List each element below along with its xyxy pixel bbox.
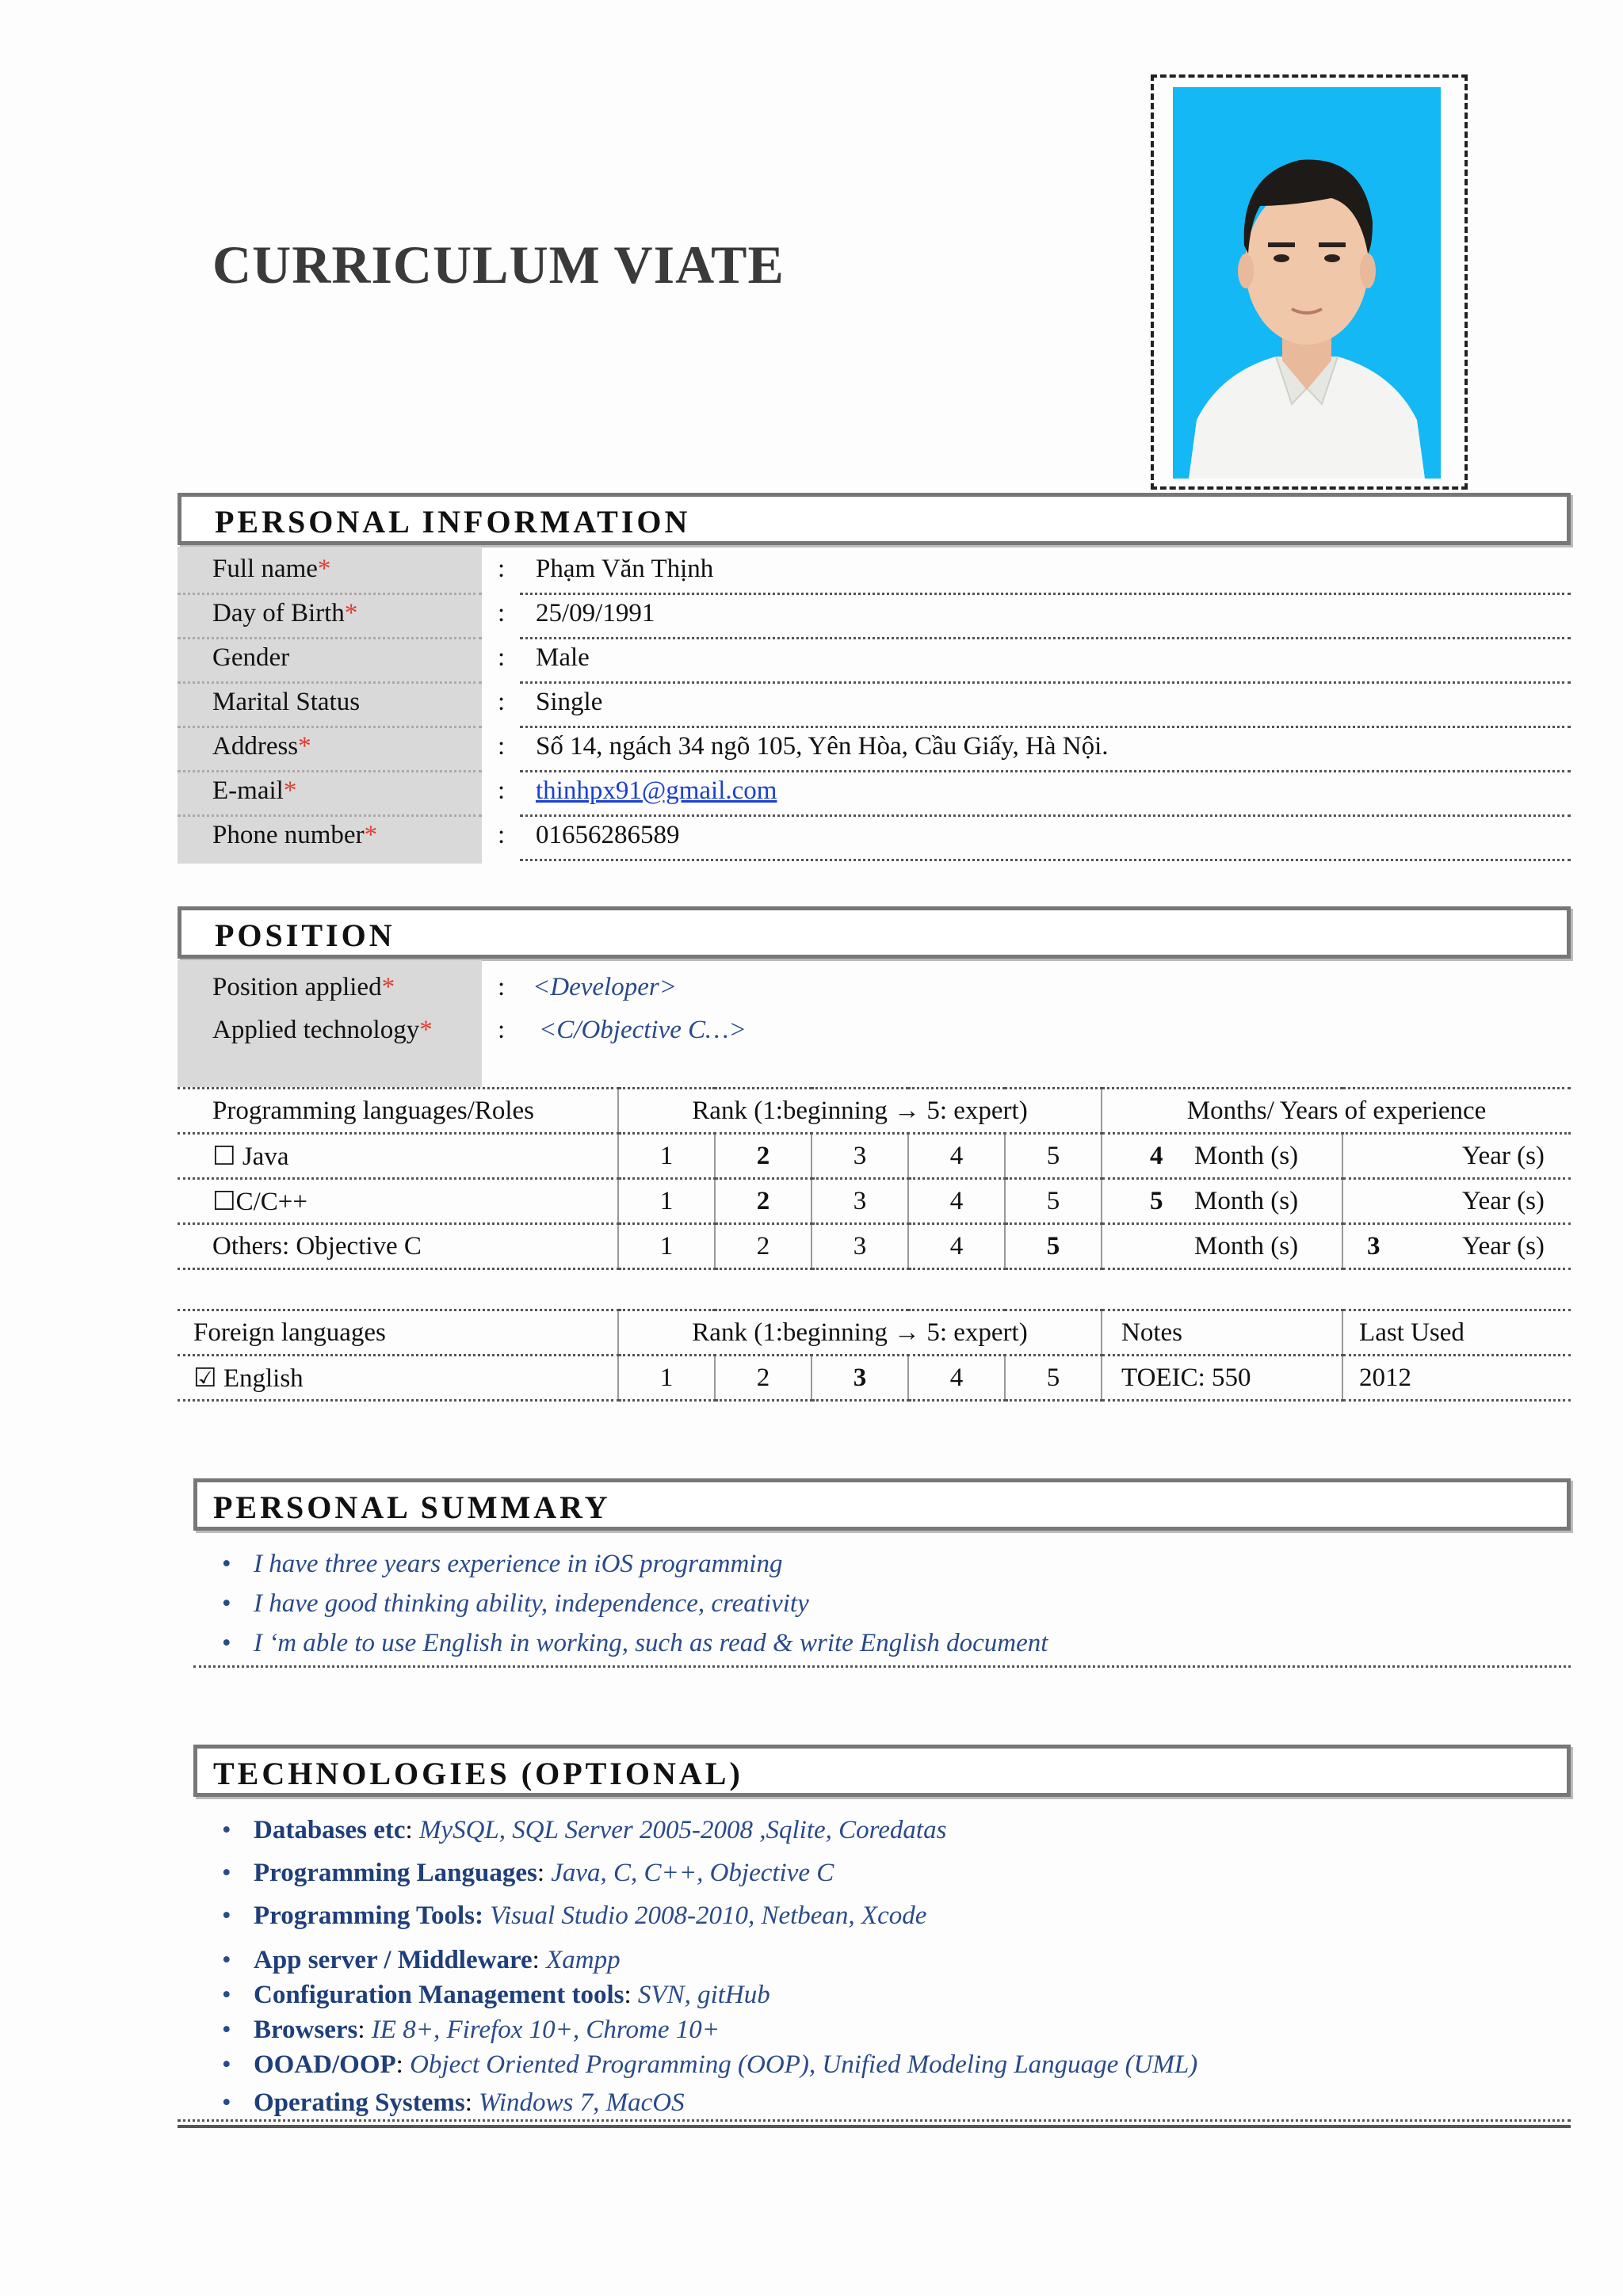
position-applied-colon: : — [498, 973, 506, 1001]
years-value: 3 — [1367, 1231, 1381, 1261]
row-divider — [520, 681, 1571, 684]
summary-item — [222, 1629, 1048, 1658]
personal-info-header — [178, 493, 1571, 545]
profile-photo — [1173, 87, 1441, 479]
technologies-heading: TECHNOLOGIES (OPTIONAL) — [213, 1756, 743, 1791]
bullet-icon: • — [222, 1901, 231, 1930]
months-cell — [1102, 1134, 1342, 1179]
personal-field-label: Gender — [212, 643, 290, 672]
years-cell — [1342, 1224, 1571, 1269]
programming-row — [178, 1134, 1571, 1179]
technology-separator: : — [532, 1946, 547, 1974]
personal-field-colon: : — [498, 776, 506, 805]
technologies-header — [193, 1745, 1571, 1797]
programming-role-name: Others: Objective C — [178, 1224, 618, 1269]
personal-field-colon: : — [498, 688, 506, 716]
label-divider — [178, 726, 482, 728]
bullet-icon: • — [222, 1589, 231, 1618]
bullet-icon: • — [222, 2016, 231, 2044]
language-header-notes: Notes — [1102, 1310, 1342, 1356]
rank-cell[interactable]: 1 — [618, 1224, 715, 1269]
technology-item — [222, 1946, 621, 1975]
technology-item — [222, 2088, 685, 2118]
technology-separator: : — [537, 1859, 552, 1887]
programming-role-name: ☐C/C++ — [178, 1179, 618, 1224]
years-cell — [1342, 1179, 1571, 1224]
technology-key: Configuration Management tools — [254, 1981, 624, 2009]
technology-separator: : — [395, 2050, 411, 2079]
bullet-icon: • — [222, 2050, 231, 2079]
label-divider — [178, 681, 482, 684]
row-divider — [520, 593, 1571, 595]
technology-key: Programming Tools: — [254, 1901, 483, 1930]
technology-item — [222, 1816, 947, 1845]
row-divider — [520, 859, 1571, 861]
year-unit-label: Year (s) — [1462, 1141, 1545, 1170]
rank-cell[interactable]: 4 — [908, 1356, 1005, 1401]
row-divider — [520, 770, 1571, 772]
rank-cell[interactable]: 3 — [812, 1356, 908, 1401]
language-header-rank: Rank (1:beginning → 5: expert) — [618, 1310, 1102, 1356]
personal-field-colon: : — [498, 732, 506, 761]
personal-field-value: 01656286589 — [536, 821, 680, 849]
position-header — [178, 906, 1571, 959]
personal-field-colon: : — [498, 599, 506, 627]
rank-cell[interactable]: 3 — [812, 1134, 908, 1179]
personal-field-label: E-mail* — [212, 776, 297, 805]
label-divider — [178, 593, 482, 595]
technology-value: Visual Studio 2008-2010, Netbean, Xcode — [490, 1901, 927, 1930]
personal-field-label: Full name* — [212, 555, 331, 583]
personal-field-label: Day of Birth* — [212, 599, 358, 627]
rank-cell[interactable]: 2 — [715, 1224, 812, 1269]
months-value: 4 — [1150, 1141, 1163, 1170]
bullet-icon: • — [222, 1629, 231, 1657]
language-header-last-used: Last Used — [1342, 1310, 1571, 1356]
summary-item-text: I have good thinking ability, independence, creativity — [254, 1589, 809, 1618]
summary-divider — [193, 1665, 1571, 1668]
technology-value: MySQL, SQL Server 2005-2008 ,Sqlite, Coredatas — [418, 1816, 947, 1844]
technology-key: Browsers — [254, 2016, 358, 2044]
language-last-used: 2012 — [1342, 1356, 1571, 1401]
programming-row — [178, 1179, 1571, 1224]
year-unit-label: Year (s) — [1462, 1186, 1545, 1215]
technology-key: OOAD/OOP — [254, 2050, 396, 2079]
personal-field-value: 25/09/1991 — [536, 599, 655, 627]
months-cell — [1102, 1224, 1342, 1269]
rank-cell[interactable]: 3 — [812, 1179, 908, 1224]
rank-cell[interactable]: 1 — [618, 1134, 715, 1179]
personal-field-label: Phone number* — [212, 821, 378, 849]
rank-cell[interactable]: 2 — [715, 1134, 812, 1179]
technology-separator: : — [357, 2016, 372, 2044]
language-header-row — [178, 1310, 1571, 1356]
technology-key: Operating Systems — [254, 2088, 465, 2117]
technology-key: Databases etc — [254, 1816, 406, 1844]
rank-cell[interactable]: 1 — [618, 1356, 715, 1401]
rank-cell[interactable]: 5 — [1005, 1134, 1102, 1179]
technology-value: Java, C, C++, Objective C — [551, 1859, 834, 1887]
technology-value: Windows 7, MacOS — [479, 2088, 685, 2117]
rank-cell[interactable]: 2 — [715, 1356, 812, 1401]
technology-value: Object Oriented Programming (OOP), Unified Modeling Language (UML) — [410, 2050, 1198, 2079]
language-name: ☑ English — [178, 1356, 618, 1401]
label-divider — [178, 770, 482, 772]
rank-cell[interactable]: 2 — [715, 1179, 812, 1224]
technology-separator: : — [624, 1981, 638, 2009]
technology-item — [222, 1859, 834, 1888]
language-notes: TOEIC: 550 — [1102, 1356, 1342, 1401]
programming-row — [178, 1224, 1571, 1269]
technology-item — [222, 2016, 720, 2045]
row-divider — [520, 814, 1571, 817]
bullet-icon: • — [222, 2088, 231, 2117]
programming-header-experience: Months/ Years of experience — [1102, 1089, 1571, 1134]
summary-item — [222, 1550, 783, 1579]
email-link[interactable]: thinhpx91@gmail.com — [536, 776, 777, 805]
technology-separator: : — [405, 1816, 419, 1844]
personal-info-heading: PERSONAL INFORMATION — [215, 504, 691, 540]
month-unit-label: Month (s) — [1194, 1231, 1299, 1261]
rank-cell[interactable]: 4 — [908, 1134, 1005, 1179]
technology-item — [222, 1981, 770, 2010]
rank-cell[interactable]: 1 — [618, 1179, 715, 1224]
summary-header — [193, 1478, 1571, 1531]
rank-cell[interactable]: 5 — [1005, 1356, 1102, 1401]
personal-field-value: Single — [536, 688, 603, 716]
summary-item-text: I ‘m able to use English in working, such as read & write English document — [254, 1629, 1048, 1657]
row-divider — [520, 726, 1571, 728]
label-divider — [178, 637, 482, 639]
bullet-icon: • — [222, 1859, 231, 1887]
technology-key: App server / Middleware — [254, 1946, 533, 1974]
bullet-icon: • — [222, 1981, 231, 2009]
technology-value: IE 8+, Firefox 10+, Chrome 10+ — [371, 2016, 720, 2044]
bullet-icon: • — [222, 1816, 231, 1844]
personal-field-value: Số 14, ngách 34 ngõ 105, Yên Hòa, Cầu Giấy, Hà Nội. — [536, 732, 1109, 761]
position-applied-value: <Developer> — [533, 973, 677, 1001]
personal-field-value: Male — [536, 643, 590, 672]
year-unit-label: Year (s) — [1462, 1231, 1545, 1261]
technology-separator: : — [464, 2088, 479, 2117]
technologies-divider-dotted — [178, 2119, 1571, 2122]
personal-field-value: Phạm Văn Thịnh — [536, 555, 714, 583]
document-title: CURRICULUM VIATE — [212, 235, 785, 295]
summary-item — [222, 1589, 809, 1619]
language-header-name: Foreign languages — [178, 1310, 618, 1356]
bullet-icon: • — [222, 1550, 231, 1578]
years-cell — [1342, 1134, 1571, 1179]
programming-header-rank: Rank (1:beginning → 5: expert) — [618, 1089, 1102, 1134]
months-value: 5 — [1150, 1186, 1163, 1215]
personal-field-colon: : — [498, 555, 506, 583]
technology-item — [222, 2050, 1198, 2080]
month-unit-label: Month (s) — [1194, 1186, 1299, 1215]
personal-field-label: Marital Status — [212, 688, 361, 716]
label-divider — [178, 814, 482, 817]
month-unit-label: Month (s) — [1194, 1141, 1299, 1170]
bullet-icon: • — [222, 1946, 231, 1974]
technology-separator — [483, 1901, 490, 1930]
technology-value: Xampp — [546, 1946, 621, 1974]
applied-technology-label: Applied technology* — [212, 1016, 433, 1044]
rank-cell[interactable]: 4 — [908, 1179, 1005, 1224]
technology-item — [222, 1901, 927, 1931]
programming-header-roles: Programming languages/Roles — [178, 1089, 618, 1134]
rank-cell[interactable]: 4 — [908, 1224, 1005, 1269]
rank-cell[interactable]: 3 — [812, 1224, 908, 1269]
position-heading: POSITION — [215, 917, 395, 953]
summary-item-text: I have three years experience in iOS programming — [254, 1550, 783, 1578]
language-table — [178, 1309, 1571, 1402]
personal-field-colon: : — [498, 821, 506, 849]
row-divider — [520, 637, 1571, 639]
personal-field-label: Address* — [212, 732, 311, 761]
language-row — [178, 1356, 1571, 1401]
applied-technology-value: <C/Objective C…> — [539, 1016, 747, 1044]
personal-field-colon: : — [498, 643, 506, 672]
programming-header-row — [178, 1089, 1571, 1134]
programming-table — [178, 1087, 1571, 1270]
position-applied-label: Position applied* — [212, 973, 395, 1001]
rank-cell[interactable]: 5 — [1005, 1179, 1102, 1224]
summary-heading: PERSONAL SUMMARY — [213, 1489, 611, 1525]
technologies-divider-solid — [178, 2125, 1571, 2128]
technology-key: Programming Languages — [254, 1859, 537, 1887]
months-cell — [1102, 1179, 1342, 1224]
programming-role-name: ☐ Java — [178, 1134, 618, 1179]
technology-value: SVN, gitHub — [637, 1981, 770, 2009]
applied-technology-colon: : — [498, 1016, 506, 1044]
rank-cell[interactable]: 5 — [1005, 1224, 1102, 1269]
